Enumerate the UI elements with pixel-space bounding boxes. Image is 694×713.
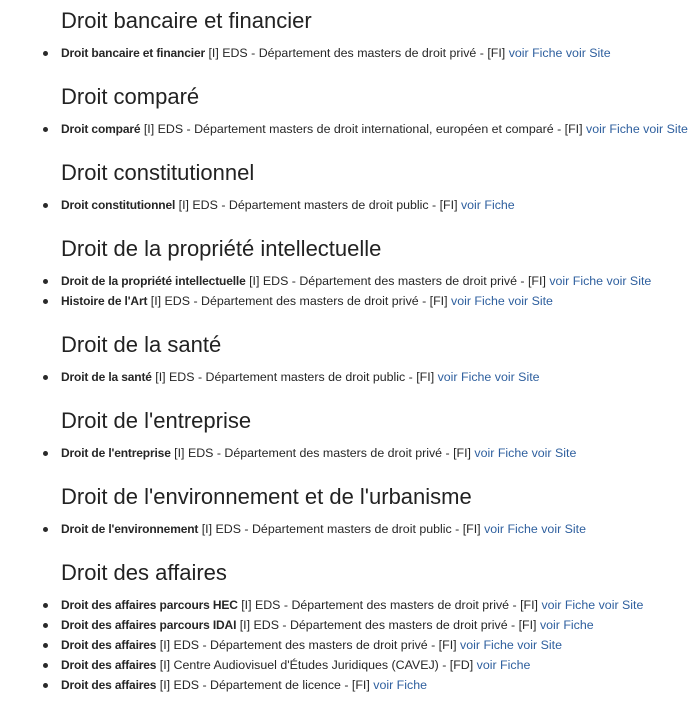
- voir-fiche-link[interactable]: voir Fiche: [476, 658, 531, 672]
- voir-fiche-link[interactable]: voir Fiche: [541, 598, 596, 612]
- voir-site-link[interactable]: voir Site: [565, 46, 611, 60]
- section-heading: Droit de la propriété intellectuelle: [61, 236, 382, 261]
- list-item: [0, 595, 694, 615]
- program-name: Droit des affaires: [61, 638, 157, 652]
- program-detail: [I] EDS - Département des masters de droit privé - [FI]: [205, 46, 509, 60]
- list-item: [0, 43, 694, 63]
- program-name: Droit de la propriété intellectuelle: [61, 274, 246, 288]
- program-detail: [I] EDS - Département masters de droit international, européen et comparé - [FI]: [140, 122, 586, 136]
- voir-site-link[interactable]: voir Site: [606, 274, 652, 288]
- voir-site-link[interactable]: voir Site: [643, 122, 688, 136]
- list-item: [0, 291, 694, 311]
- list-item: [0, 635, 694, 655]
- section-heading: Droit de la santé: [61, 332, 222, 357]
- voir-fiche-link[interactable]: voir Fiche: [549, 274, 604, 288]
- program-name: Droit comparé: [61, 122, 141, 136]
- program-name: Droit des affaires parcours IDAI: [61, 618, 237, 632]
- voir-site-link[interactable]: voir Site: [541, 522, 586, 536]
- program-name: Droit des affaires: [61, 678, 157, 692]
- voir-site-link[interactable]: voir Site: [598, 598, 644, 612]
- voir-fiche-link[interactable]: voir Fiche: [460, 198, 515, 212]
- program-list-items: [0, 519, 694, 539]
- program-detail: [I] EDS - Département des masters de droit privé - [FI]: [170, 446, 475, 460]
- program-detail: [I] EDS - Département des masters de droit privé - [FI]: [245, 274, 550, 288]
- voir-fiche-link[interactable]: voir Fiche: [539, 618, 594, 632]
- program-detail: [I] EDS - Département des masters de droit privé - [FI]: [156, 638, 461, 652]
- voir-fiche-link[interactable]: voir Fiche: [474, 446, 529, 460]
- voir-fiche-link[interactable]: voir Fiche: [586, 122, 640, 136]
- program-detail: [I] EDS - Département des masters de droit privé - [FI]: [237, 598, 542, 612]
- section-heading: Droit bancaire et financier: [61, 8, 312, 33]
- list-item: [0, 519, 694, 539]
- voir-site-link[interactable]: voir Site: [531, 446, 577, 460]
- program-name: Droit de la santé: [61, 370, 152, 384]
- program-detail: [I] EDS - Département des masters de droit privé - [FI]: [236, 618, 540, 632]
- program-list-items: [0, 443, 694, 463]
- program-list-items: [0, 43, 694, 63]
- program-detail: [I] EDS - Département masters de droit public - [FI]: [175, 198, 461, 212]
- voir-fiche-link[interactable]: voir Fiche: [484, 522, 538, 536]
- program-list-items: [0, 271, 694, 311]
- program-name: Droit des affaires parcours HEC: [61, 598, 238, 612]
- program-detail: [I] EDS - Département masters de droit public - [FI]: [151, 370, 438, 384]
- section-heading: Droit comparé: [61, 84, 200, 109]
- list-item: [0, 367, 694, 387]
- voir-fiche-link[interactable]: voir Fiche: [437, 370, 492, 384]
- voir-fiche-link[interactable]: voir Fiche: [460, 638, 514, 652]
- list-item: [0, 443, 694, 463]
- section-heading: Droit de l'entreprise: [61, 408, 252, 433]
- program-name: Droit de l'environnement: [61, 522, 199, 536]
- voir-fiche-link[interactable]: voir Fiche: [451, 294, 505, 308]
- program-name: Droit constitutionnel: [61, 198, 176, 212]
- voir-fiche-link[interactable]: voir Fiche: [508, 46, 563, 60]
- list-item: [0, 655, 694, 675]
- list-item: [0, 615, 694, 635]
- program-list-items: [0, 119, 694, 139]
- voir-fiche-link[interactable]: voir Fiche: [373, 678, 427, 692]
- program-list-items: [0, 595, 694, 695]
- voir-site-link[interactable]: voir Site: [508, 294, 553, 308]
- program-detail: [I] EDS - Département masters de droit public - [FI]: [198, 522, 485, 536]
- section-heading: Droit de l'environnement et de l'urbanisme: [61, 484, 472, 509]
- program-list-items: [0, 195, 694, 215]
- program-name: Droit de l'entreprise: [61, 446, 171, 460]
- program-name: Histoire de l'Art: [61, 294, 148, 308]
- section-heading: Droit constitutionnel: [61, 160, 255, 185]
- list-item: [0, 271, 694, 291]
- program-name: Droit des affaires: [61, 658, 157, 672]
- section-heading: Droit des affaires: [61, 560, 227, 585]
- list-item: [0, 195, 694, 215]
- program-list-items: [0, 367, 694, 387]
- list-item: [0, 119, 694, 139]
- program-detail: [I] EDS - Département des masters de droit privé - [FI]: [147, 294, 452, 308]
- voir-site-link[interactable]: voir Site: [517, 638, 562, 652]
- program-detail: [I] EDS - Département de licence - [FI]: [156, 678, 374, 692]
- program-name: Droit bancaire et financier: [61, 46, 205, 60]
- list-item: [0, 675, 694, 695]
- program-detail: [I] Centre Audiovisuel d'Études Juridiques (CAVEJ) - [FD]: [156, 658, 477, 672]
- voir-site-link[interactable]: voir Site: [494, 370, 540, 384]
